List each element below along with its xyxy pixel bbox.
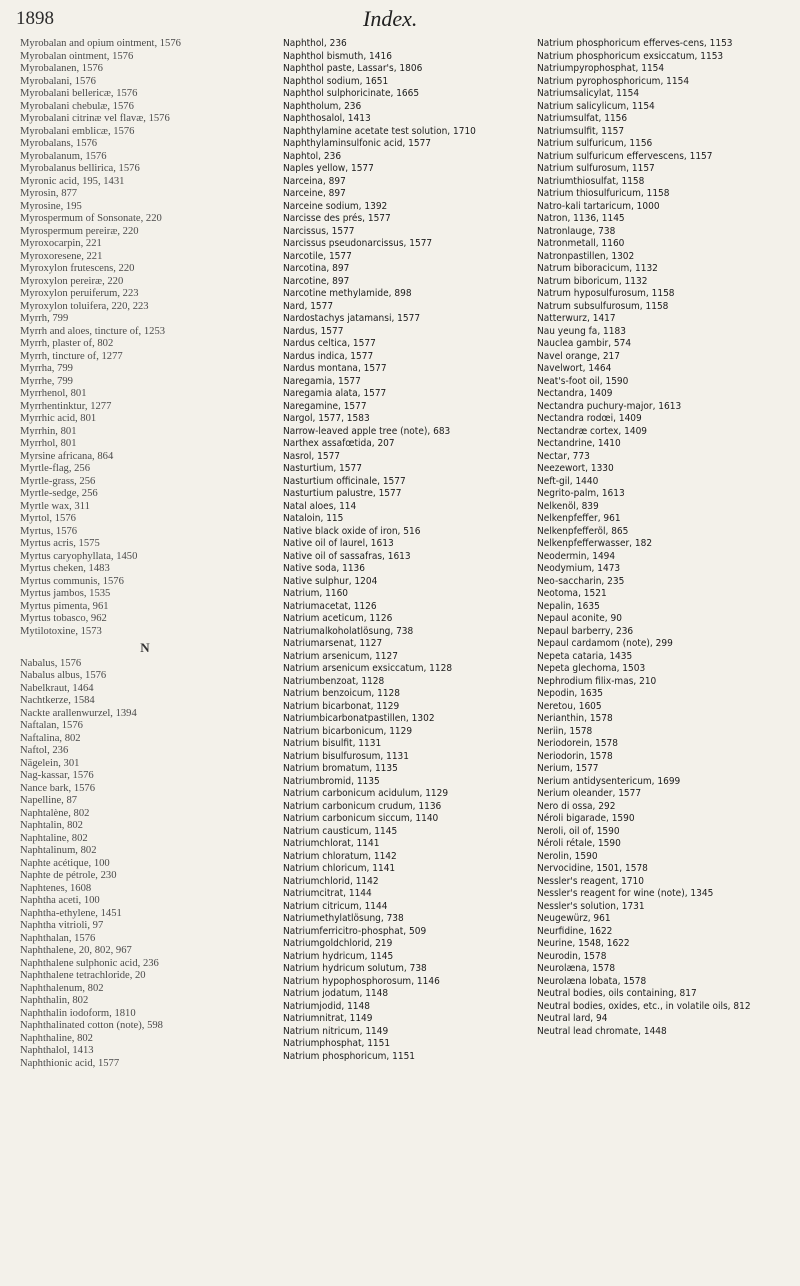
index-entry: Natrium bromatum, 1135 bbox=[283, 763, 398, 774]
index-entry: Napelline, 87 bbox=[20, 795, 78, 806]
index-entry: Nerium antidysentericum, 1699 bbox=[537, 775, 681, 787]
index-entry: Natrium benzoicum, 1128 bbox=[283, 688, 400, 699]
index-entry: Neutral bodies, oils containing, 817 bbox=[537, 988, 697, 999]
index-entry: Myrobalani bellericæ, 1576 bbox=[20, 88, 138, 99]
index-entry: Navel orange, 217 bbox=[537, 350, 621, 362]
index-entry: Narceina, 897 bbox=[283, 175, 346, 187]
index-entry: Myrtus pimenta, 961 bbox=[20, 600, 109, 612]
index-entry: Naphtha-ethylene, 1451 bbox=[20, 907, 122, 919]
index-entry: Natterwurz, 1417 bbox=[537, 313, 616, 324]
index-entry: Naphthol sulphoricinate, 1665 bbox=[283, 88, 420, 99]
index-entry: Natrium arsenicum, 1127 bbox=[283, 650, 398, 662]
index-entry: Natrum hyposulfurosum, 1158 bbox=[537, 288, 675, 299]
index-entry: Naphtalin, 802 bbox=[20, 820, 83, 831]
index-entry: Nackte arallenwurzel, 1394 bbox=[20, 707, 137, 719]
index-entry: Nasturtium palustre, 1577 bbox=[283, 488, 402, 499]
index-entry: Naphtalinum, 802 bbox=[20, 845, 97, 856]
index-entry: Nepaul cardamom (note), 299 bbox=[537, 638, 673, 649]
index-entry: Nargol, 1577, 1583 bbox=[283, 413, 370, 424]
index-entry: Myroxoresene, 221 bbox=[20, 250, 103, 262]
index-entry: Neotoma, 1521 bbox=[537, 588, 607, 599]
index-entry: Nephrodium filix-mas, 210 bbox=[537, 675, 657, 687]
index-entry: Nauclea gambir, 574 bbox=[537, 338, 632, 349]
index-entry: Naftol, 236 bbox=[20, 745, 69, 756]
index-entry: Negrito-palm, 1613 bbox=[537, 488, 625, 499]
index-entry: Naphtholum, 236 bbox=[283, 100, 362, 112]
index-entry: Natrium phosphoricum, 1151 bbox=[283, 1050, 416, 1062]
index-entry: Natrium nitricum, 1149 bbox=[283, 1025, 389, 1037]
index-entry: Myroxylon pereiræ, 220 bbox=[20, 275, 124, 287]
index-entry: Natrium chloricum, 1141 bbox=[283, 863, 396, 874]
index-entry: Navelwort, 1464 bbox=[537, 363, 612, 374]
index-entry: Neriin, 1578 bbox=[537, 725, 593, 737]
index-entry: Native soda, 1136 bbox=[283, 563, 366, 574]
index-entry: Naphthol paste, Lassar's, 1806 bbox=[283, 63, 423, 74]
index-entry: Neriodorin, 1578 bbox=[537, 750, 613, 762]
index-entry: Natriumferricitro-phosphat, 509 bbox=[283, 925, 427, 937]
index-entry: Myrosine, 195 bbox=[20, 200, 82, 212]
index-entry: Nepodin, 1635 bbox=[537, 688, 604, 699]
index-entry: Natriumphosphat, 1151 bbox=[283, 1038, 391, 1049]
index-entry: Myrtus cheken, 1483 bbox=[20, 563, 110, 574]
index-entry: Nabalus albus, 1576 bbox=[20, 670, 107, 681]
index-entry: Naphthosalol, 1413 bbox=[283, 113, 371, 124]
index-entry: Myrtle-sedge, 256 bbox=[20, 488, 98, 499]
index-entry: Narceine sodium, 1392 bbox=[283, 200, 388, 212]
index-entry: Naphthol, 236 bbox=[283, 38, 347, 49]
index-entry: Natriumpyrophosphat, 1154 bbox=[537, 63, 665, 74]
index-entry: Neezewort, 1330 bbox=[537, 463, 614, 474]
index-entry: Nepeta cataria, 1435 bbox=[537, 650, 633, 662]
index-entry: Natriumthiosulfat, 1158 bbox=[537, 175, 645, 187]
index-entry: Myrosin, 877 bbox=[20, 188, 78, 199]
index-entry: Myrobalani citrinæ vel flavæ, 1576 bbox=[20, 113, 170, 124]
index-entry: Myrrh and aloes, tincture of, 1253 bbox=[20, 325, 166, 337]
index-entry: Natron, 1136, 1145 bbox=[537, 213, 625, 224]
index-entry: Natro-kali tartaricum, 1000 bbox=[537, 200, 660, 212]
index-entry: Narrow-leaved apple tree (note), 683 bbox=[283, 425, 451, 437]
index-entry: Naphthylamine acetate test solution, 1710 bbox=[283, 125, 476, 137]
index-entry: Nessler's reagent, 1710 bbox=[537, 875, 644, 887]
index-entry: Naphthalene sulphonic acid, 236 bbox=[20, 957, 159, 969]
index-entry: Neo-saccharin, 235 bbox=[537, 575, 625, 587]
index-entry: Naphthalan, 1576 bbox=[20, 932, 96, 944]
index-entry: Natrium sulfuricum effervescens, 1157 bbox=[537, 150, 713, 162]
index-column-3 bbox=[537, 38, 792, 1038]
index-entry: Natrium sulfurosum, 1157 bbox=[537, 163, 655, 174]
index-entry: Naphthol sodium, 1651 bbox=[283, 75, 389, 87]
index-entry: Natrium salicylicum, 1154 bbox=[537, 100, 655, 112]
index-entry: Natrium hypophosphorosum, 1146 bbox=[283, 975, 440, 987]
index-entry: Myronic acid, 195, 1431 bbox=[20, 175, 125, 187]
index-entry: Myrobalan and opium ointment, 1576 bbox=[20, 38, 181, 49]
index-entry: Nelkenöl, 839 bbox=[537, 500, 599, 512]
index-entry: Natriumgoldchlorid, 219 bbox=[283, 938, 393, 949]
index-entry: Natronmetall, 1160 bbox=[537, 238, 625, 249]
index-entry: Naphthalin iodoform, 1810 bbox=[20, 1007, 136, 1019]
index-entry: Nessler's reagent for wine (note), 1345 bbox=[537, 888, 714, 899]
index-entry: Narceine, 897 bbox=[283, 188, 346, 199]
index-entry: Myrobalani chebulæ, 1576 bbox=[20, 100, 134, 112]
index-entry: Natrium citricum, 1144 bbox=[283, 900, 388, 912]
index-entry: Nervocidine, 1501, 1578 bbox=[537, 863, 648, 874]
index-entry: Natrium bicarbonicum, 1129 bbox=[283, 725, 413, 737]
index-entry: Natriumsulfit, 1157 bbox=[537, 125, 625, 137]
index-entry: Natrium phosphoricum efferves-cens, 1153 bbox=[537, 38, 733, 49]
index-entry: Myrobalans, 1576 bbox=[20, 138, 98, 149]
index-entry: Naphthol bismuth, 1416 bbox=[283, 50, 392, 62]
index-entry: Narthex assafœtida, 207 bbox=[283, 438, 395, 449]
index-entry: Naphtol, 236 bbox=[283, 150, 342, 162]
index-entry: Nepalin, 1635 bbox=[537, 600, 600, 612]
index-entry: Nelkenpfeffer, 961 bbox=[537, 513, 621, 524]
index-entry: Nasturtium officinale, 1577 bbox=[283, 475, 406, 487]
index-entry: Myrobalanum, 1576 bbox=[20, 150, 107, 162]
index-entry: Myrtle wax, 311 bbox=[20, 500, 90, 512]
index-entry: Natrium carbonicum acidulum, 1129 bbox=[283, 788, 449, 799]
index-entry: Myrtle-grass, 256 bbox=[20, 475, 96, 487]
index-entry: Natriumsulfat, 1156 bbox=[537, 113, 628, 124]
index-entry: Natriumbenzoat, 1128 bbox=[283, 675, 385, 687]
index-entry: Naphtha aceti, 100 bbox=[20, 895, 100, 906]
index-entry: Naples yellow, 1577 bbox=[283, 163, 374, 174]
index-entry: Myrtus jambos, 1535 bbox=[20, 588, 111, 599]
index-entry: Natrium jodatum, 1148 bbox=[283, 988, 389, 999]
index-entry: Nerium, 1577 bbox=[537, 763, 599, 774]
index-entry: Neurine, 1548, 1622 bbox=[537, 938, 630, 949]
index-entry: Natriumchlorid, 1142 bbox=[283, 875, 379, 887]
index-entry: Naftalan, 1576 bbox=[20, 720, 83, 731]
index-entry: Neutral lead chromate, 1448 bbox=[537, 1025, 667, 1037]
index-entry: Néroli rétale, 1590 bbox=[537, 838, 621, 849]
index-entry: Narcotine methylamide, 898 bbox=[283, 288, 412, 299]
index-column-1 bbox=[20, 38, 270, 1070]
index-entry: Natriumarsenat, 1127 bbox=[283, 638, 383, 649]
index-entry: Natrium hydricum, 1145 bbox=[283, 950, 394, 962]
index-entry: Myrrhin, 801 bbox=[20, 425, 77, 437]
index-entry: Myrtle-flag, 256 bbox=[20, 463, 91, 474]
index-entry: Natrum subsulfurosum, 1158 bbox=[537, 300, 669, 312]
index-entry: Neft-gil, 1440 bbox=[537, 475, 599, 487]
index-entry: Nessler's solution, 1731 bbox=[537, 900, 645, 912]
index-entry: Myrobalanus bellirica, 1576 bbox=[20, 163, 140, 174]
index-entry: Myrtus acris, 1575 bbox=[20, 538, 100, 549]
index-entry: Naphte de pétrole, 230 bbox=[20, 870, 117, 881]
index-entry: Natriumnitrat, 1149 bbox=[283, 1013, 373, 1024]
index-entry: Native oil of laurel, 1613 bbox=[283, 538, 394, 549]
index-entry: Naphthalin, 802 bbox=[20, 995, 89, 1006]
index-entry: Neodymium, 1473 bbox=[537, 563, 621, 574]
index-entry: Naphthalene, 20, 802, 967 bbox=[20, 945, 132, 956]
index-entry: Myrrh, 799 bbox=[20, 313, 69, 324]
index-entry: Natrium bicarbonat, 1129 bbox=[283, 700, 400, 712]
index-entry: Myroxocarpin, 221 bbox=[20, 238, 102, 249]
index-entry: Naphtenes, 1608 bbox=[20, 882, 92, 894]
index-entry: Mytilotoxine, 1573 bbox=[20, 625, 102, 637]
index-entry: Myrrhenol, 801 bbox=[20, 388, 87, 399]
index-entry: Neugewürz, 961 bbox=[537, 913, 611, 924]
index-entry: Néroli bigarade, 1590 bbox=[537, 813, 635, 824]
index-entry: Neroli, oil of, 1590 bbox=[537, 825, 620, 837]
index-entry: Naregamia alata, 1577 bbox=[283, 388, 387, 399]
index-entry: Nerium oleander, 1577 bbox=[537, 788, 642, 799]
page-title: Index. bbox=[363, 6, 418, 31]
index-entry: Natrum biboricum, 1132 bbox=[537, 275, 648, 287]
index-entry: Natrium bisulfit, 1131 bbox=[283, 738, 382, 749]
index-entry: Natriumbromid, 1135 bbox=[283, 775, 380, 787]
index-column-2 bbox=[283, 38, 528, 1063]
index-entry: Nag-kassar, 1576 bbox=[20, 770, 94, 781]
index-entry: Natrium chloratum, 1142 bbox=[283, 850, 397, 862]
index-entry: Native black oxide of iron, 516 bbox=[283, 525, 421, 537]
index-entry: Neurolæna, 1578 bbox=[537, 963, 616, 974]
index-entry: Myrrhe, 799 bbox=[20, 375, 73, 387]
index-entry: Narcissus pseudonarcissus, 1577 bbox=[283, 238, 433, 249]
index-entry: Natronlauge, 738 bbox=[537, 225, 616, 237]
index-entry: Myrrhic acid, 801 bbox=[20, 413, 97, 424]
index-entry: Native oil of sassafras, 1613 bbox=[283, 550, 411, 562]
index-entry: Natriumcitrat, 1144 bbox=[283, 888, 372, 899]
index-entry: Myrrhol, 801 bbox=[20, 438, 77, 449]
index-entry: Natrium pyrophosphoricum, 1154 bbox=[537, 75, 690, 87]
index-entry: Myrtol, 1576 bbox=[20, 513, 76, 524]
index-entry: Natrium causticum, 1145 bbox=[283, 825, 398, 837]
index-entry: Narcotina, 897 bbox=[283, 263, 350, 274]
index-entry: Myrospermum pereiræ, 220 bbox=[20, 225, 139, 237]
index-entry: Nataloin, 115 bbox=[283, 513, 344, 524]
index-entry: Myroxylon toluifera, 220, 223 bbox=[20, 300, 149, 312]
index-entry: Myrtus tobasco, 962 bbox=[20, 613, 107, 624]
index-entry: Nardus celtica, 1577 bbox=[283, 338, 376, 349]
section-letter: N bbox=[140, 640, 150, 655]
index-entry: Nectar, 773 bbox=[537, 450, 590, 462]
index-entry: Nachtkerze, 1584 bbox=[20, 695, 95, 706]
index-entry: Naregamia, 1577 bbox=[283, 375, 361, 387]
index-entry: Natrium hydricum solutum, 738 bbox=[283, 963, 427, 974]
index-entry: Natrium thiosulfuricum, 1158 bbox=[537, 188, 670, 199]
index-entry: Naregamine, 1577 bbox=[283, 400, 367, 412]
index-entry: Natriumethylatlösung, 738 bbox=[283, 913, 404, 924]
index-entry: Myrospermum of Sonsonate, 220 bbox=[20, 213, 162, 224]
index-entry: Natriumchlorat, 1141 bbox=[283, 838, 380, 849]
index-entry: Myrobalani, 1576 bbox=[20, 75, 96, 87]
index-entry: Neurfidine, 1622 bbox=[537, 925, 613, 937]
index-entry: Myrsine africana, 864 bbox=[20, 450, 114, 462]
index-entry: Neutral bodies, oxides, etc., in volatile oils, 812 bbox=[537, 1000, 751, 1012]
index-entry: Natrum biboracicum, 1132 bbox=[537, 263, 658, 274]
index-entry: Naphthionic acid, 1577 bbox=[20, 1057, 120, 1069]
index-entry: Naphthalene tetrachloride, 20 bbox=[20, 970, 146, 981]
index-entry: Neretou, 1605 bbox=[537, 700, 602, 712]
index-entry: Nepeta glechoma, 1503 bbox=[537, 663, 646, 674]
index-entry: Nero di ossa, 292 bbox=[537, 800, 616, 812]
index-entry: Nectandra puchury-major, 1613 bbox=[537, 400, 682, 412]
index-entry: Neat's-foot oil, 1590 bbox=[537, 375, 629, 387]
index-entry: Myroxylon frutescens, 220 bbox=[20, 263, 135, 274]
index-entry: Naphthalol, 1413 bbox=[20, 1045, 94, 1056]
index-entry: Nerolin, 1590 bbox=[537, 850, 598, 862]
index-entry: Natrium arsenicum exsiccatum, 1128 bbox=[283, 663, 453, 674]
index-entry: Nectandræ cortex, 1409 bbox=[537, 425, 648, 437]
index-entry: Nerianthin, 1578 bbox=[537, 713, 613, 724]
index-entry: Natal aloes, 114 bbox=[283, 500, 357, 512]
index-entry: Nabalus, 1576 bbox=[20, 657, 82, 669]
index-entry: Myrtus communis, 1576 bbox=[20, 575, 124, 587]
index-entry: Naphthaline, 802 bbox=[20, 1032, 93, 1044]
index-entry: Narcissus, 1577 bbox=[283, 225, 355, 237]
index-entry: Naphtha vitrioli, 97 bbox=[20, 920, 104, 931]
index-entry: Natrium sulfuricum, 1156 bbox=[537, 138, 653, 149]
index-entry: Nepaul barberry, 236 bbox=[537, 625, 634, 637]
index-entry: Nelkenpfefferöl, 865 bbox=[537, 525, 629, 537]
index-entry: Myrobalanen, 1576 bbox=[20, 63, 103, 74]
index-entry: Nectandra rodœi, 1409 bbox=[537, 413, 642, 424]
index-entry: Natriumjodid, 1148 bbox=[283, 1000, 370, 1012]
index-entry: Nectandra, 1409 bbox=[537, 388, 613, 399]
index-entry: Natrium phosphoricum exsiccatum, 1153 bbox=[537, 50, 724, 62]
index-entry: Nardus montana, 1577 bbox=[283, 363, 387, 374]
index-entry: Nabelkraut, 1464 bbox=[20, 682, 94, 694]
index-entry: Nance bark, 1576 bbox=[20, 782, 96, 794]
index-entry: Nasrol, 1577 bbox=[283, 450, 341, 462]
index-entry: Natrium aceticum, 1126 bbox=[283, 613, 393, 624]
index-entry: Natriumacetat, 1126 bbox=[283, 600, 377, 612]
index-entry: Myrtus, 1576 bbox=[20, 525, 78, 537]
index-entry: Neutral lard, 94 bbox=[537, 1013, 608, 1024]
index-entry: Neurolæna lobata, 1578 bbox=[537, 975, 647, 987]
index-entry: Myrtus caryophyllata, 1450 bbox=[20, 550, 138, 562]
index-entry: Naftalina, 802 bbox=[20, 732, 81, 744]
index-entry: Narcotine, 897 bbox=[283, 275, 350, 287]
index-entry: Myrrh, tincture of, 1277 bbox=[20, 350, 123, 362]
index-entry: Natrium, 1160 bbox=[283, 588, 349, 599]
index-entry: Nectandrine, 1410 bbox=[537, 438, 621, 449]
index-entry: Nardostachys jatamansi, 1577 bbox=[283, 313, 421, 324]
index-entry: Narcisse des prés, 1577 bbox=[283, 213, 391, 224]
index-entry: Natrium carbonicum siccum, 1140 bbox=[283, 813, 439, 824]
index-entry: Nägelein, 301 bbox=[20, 757, 80, 769]
index-entry: Narcotile, 1577 bbox=[283, 250, 352, 262]
index-entry: Natriumalkoholatlösung, 738 bbox=[283, 625, 414, 637]
index-entry: Nasturtium, 1577 bbox=[283, 463, 362, 474]
index-entry: Naphte acétique, 100 bbox=[20, 857, 110, 869]
index-entry: Myrrha, 799 bbox=[20, 363, 73, 374]
index-entry: Myroxylon peruiferum, 223 bbox=[20, 288, 139, 299]
index-entry: Natronpastillen, 1302 bbox=[537, 250, 635, 262]
index-entry: Neodermin, 1494 bbox=[537, 550, 616, 562]
index-entry: Nard, 1577 bbox=[283, 300, 334, 312]
index-entry: Naphthylaminsulfonic acid, 1577 bbox=[283, 138, 432, 149]
index-entry: Naphtalène, 802 bbox=[20, 807, 90, 819]
index-entry: Neriodorein, 1578 bbox=[537, 738, 619, 749]
index-entry: Nardus indica, 1577 bbox=[283, 350, 374, 362]
index-entry: Natrium carbonicum crudum, 1136 bbox=[283, 800, 442, 812]
index-entry: Native sulphur, 1204 bbox=[283, 575, 378, 587]
index-entry: Naphthalenum, 802 bbox=[20, 982, 104, 994]
index-entry: Nardus, 1577 bbox=[283, 325, 344, 337]
index-entry: Myrobalan ointment, 1576 bbox=[20, 50, 134, 62]
index-entry: Neurodin, 1578 bbox=[537, 950, 607, 962]
page-header bbox=[0, 0, 800, 36]
index-entry: Myrrh, plaster of, 802 bbox=[20, 338, 114, 349]
index-entry: Myrobalani emblicæ, 1576 bbox=[20, 125, 135, 137]
index-entry: Naphthalinated cotton (note), 598 bbox=[20, 1020, 163, 1031]
index-entry: Natriumsalicylat, 1154 bbox=[537, 88, 640, 99]
index-entry: Nepaul aconite, 90 bbox=[537, 613, 622, 624]
page-year: 1898 bbox=[16, 8, 54, 29]
index-entry: Nau yeung fa, 1183 bbox=[537, 325, 626, 337]
index-entry: Nelkenpfefferwasser, 182 bbox=[537, 538, 653, 549]
index-entry: Natriumbicarbonatpastillen, 1302 bbox=[283, 713, 435, 724]
index-entry: Natrium bisulfurosum, 1131 bbox=[283, 750, 409, 762]
index-entry: Myrrhentinktur, 1277 bbox=[20, 400, 112, 412]
index-entry: Naphtaline, 802 bbox=[20, 832, 88, 844]
